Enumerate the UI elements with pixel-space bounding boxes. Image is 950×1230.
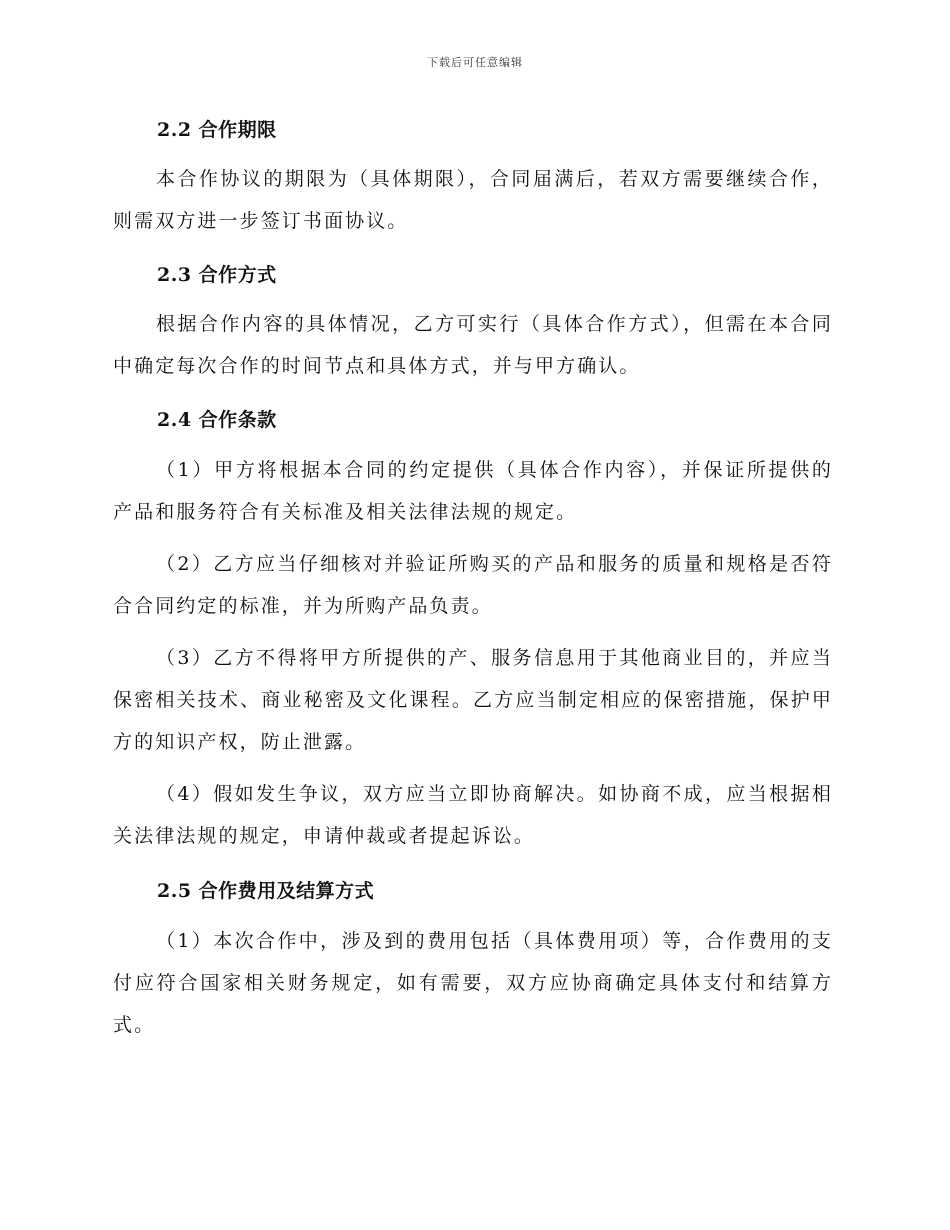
paragraph-clause-3: （3）乙方不得将甲方所提供的产、服务信息用于其他商业目的，并应当保密相关技术、商业秘密及文化课程。乙方应当制定相应的保密措施，保护甲方的知识产权，防止泄露。 bbox=[113, 647, 833, 753]
section-heading-2-5: 2.5 合作费用及结算方式 bbox=[157, 880, 375, 902]
section-heading-2-4: 2.4 合作条款 bbox=[157, 409, 277, 431]
paragraph-clause-4: （4）假如发生争议，双方应当立即协商解决。如协商不成，应当根据相关法律法规的规定，申请仲裁或者提起诉讼。 bbox=[113, 783, 833, 847]
paragraph-method: 根据合作内容的具体情况，乙方可实行（具体合作方式），但需在本合同中确定每次合作的时间节点和具体方式，并与甲方确认。 bbox=[113, 313, 833, 377]
section-heading-2-3: 2.3 合作方式 bbox=[157, 264, 277, 286]
paragraph-term: 本合作协议的期限为（具体期限），合同届满后，若双方需要继续合作，则需双方进一步签订书面协议。 bbox=[113, 168, 833, 232]
paragraph-clause-2: （2）乙方应当仔细核对并验证所购买的产品和服务的质量和规格是否符合合同约定的标准，并为所购产品负责。 bbox=[113, 553, 833, 617]
section-heading-2-2: 2.2 合作期限 bbox=[157, 119, 277, 141]
paragraph-fees: （1）本次合作中，涉及到的费用包括（具体费用项）等，合作费用的支付应符合国家相关财务规定，如有需要，双方应协商确定具体支付和结算方式。 bbox=[113, 930, 833, 1036]
page-header: 下载后可任意编辑 bbox=[427, 56, 523, 69]
paragraph-clause-1: （1）甲方将根据本合同的约定提供（具体合作内容），并保证所提供的产品和服务符合有关标准及相关法律法规的规定。 bbox=[113, 459, 833, 523]
